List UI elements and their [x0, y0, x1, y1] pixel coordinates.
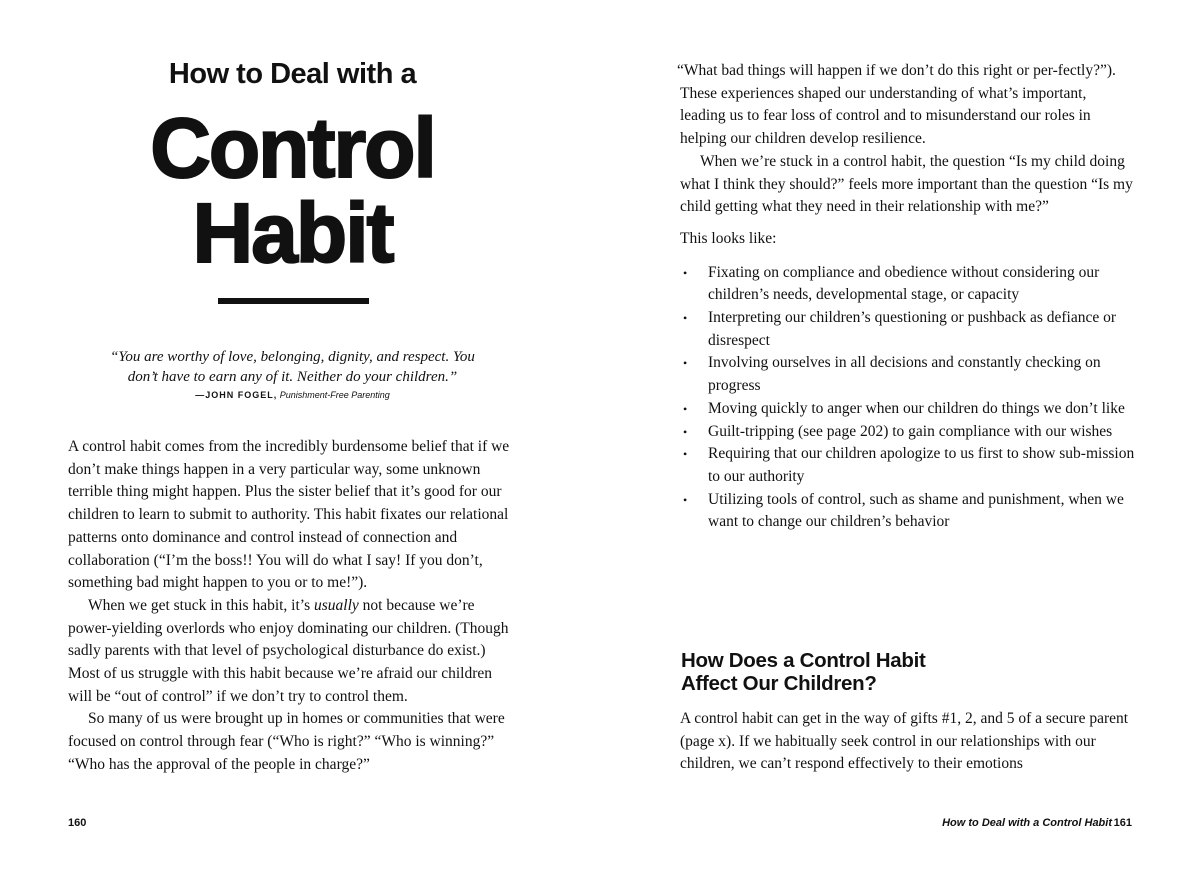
page-number-right: 161: [1113, 817, 1132, 829]
body-paragraph: “What bad things will happen if we don’t do this right or per-fectly?”). These experiences shaped our understanding of what’s important, leading us to fear loss of control and to misunderstand our roles in helping our children develop resilience.: [677, 62, 1116, 148]
chapter-title-line1: Control: [150, 101, 435, 195]
title-divider: [218, 298, 369, 304]
chapter-title-line2: Habit: [192, 186, 393, 280]
epigraph-line1: “You are worthy of love, belonging, dignity, and respect. You: [110, 349, 475, 365]
epigraph-line2: don’t have to earn any of it. Neither do your children.”: [127, 369, 458, 385]
list-item: • Interpreting our children’s questioning or pushback as defiance or disrespect: [680, 307, 1135, 352]
emphasis-text: usually: [314, 596, 359, 614]
list-item: • Involving ourselves in all decisions and constantly checking on progress: [680, 352, 1135, 397]
right-page: [600, 0, 1200, 873]
right-body-text-2: [680, 708, 1135, 776]
section-heading: [681, 649, 1061, 695]
bullet-list: [680, 262, 1135, 534]
list-intro: This looks like:: [680, 229, 777, 247]
body-paragraph: So many of us were brought up in homes or communities that were focused on control through fear (“Who is right?” “Who is winning?” “Who has the approval of the people in charge?”: [68, 710, 505, 773]
list-item: • Requiring that our children apologize to us first to show sub-mission to our authority: [680, 443, 1135, 488]
list-item: • Utilizing tools of control, such as shame and punishment, when we want to change our children’s behavior: [680, 489, 1135, 534]
paragraph-text: When we get stuck in this habit, it’s: [88, 596, 315, 614]
left-body-text: [68, 436, 513, 777]
body-paragraph: [68, 595, 513, 709]
list-item: • Fixating on compliance and obedience without considering our children’s needs, developmental stage, or capacity: [680, 262, 1135, 307]
body-paragraph: A control habit comes from the incredibly burdensome belief that if we don’t make things happen in a very particular way, some unknown terrible thing might happen. Plus the sister belief that it’s good for our children to learn to submit to authority. This habit fixates our relational patterns onto dominance and control instead of connection and collaboration (“I’m the boss!! You will do what I say! If you don’t, something bad might happen to you or to me!”).: [68, 438, 510, 592]
running-head: How to Deal with a Control Habit: [942, 817, 1112, 829]
body-paragraph: A control habit can get in the way of gifts #1, 2, and 5 of a secure parent (page x). If we habitually seek control in our relationships with our children, we can’t respond effectively to their emotions: [680, 710, 1129, 773]
chapter-title-small: How to Deal with a: [168, 58, 417, 90]
list-item: • Guilt-tripping (see page 202) to gain compliance with our wishes: [680, 421, 1135, 444]
attribution-book: Punishment-Free Parenting: [279, 390, 390, 400]
section-heading-line2: Affect Our Children?: [681, 672, 877, 695]
epigraph-attribution: [80, 390, 505, 400]
section-heading-line1: How Does a Control Habit: [681, 649, 926, 672]
page-number-left: 160: [68, 817, 87, 829]
body-paragraph: When we’re stuck in a control habit, the question “Is my child doing what I think they should?” feels more important than the question “Is my child getting what they need in their relationship with me?”: [680, 152, 1133, 216]
epigraph: [80, 347, 505, 387]
attribution-author: —JOHN FOGEL,: [195, 390, 278, 400]
paragraph-text: not because we’re power-yielding overlords who enjoy dominating our children. (Though sadly parents with that level of psychological disturbance do exist.) Most of us struggle with this habit because we’re afraid our children will be “out of control” if we don’t try to control them.: [68, 596, 509, 705]
list-item: • Moving quickly to anger when our children do things we don’t like: [680, 398, 1135, 421]
right-body-text: [677, 60, 1135, 534]
